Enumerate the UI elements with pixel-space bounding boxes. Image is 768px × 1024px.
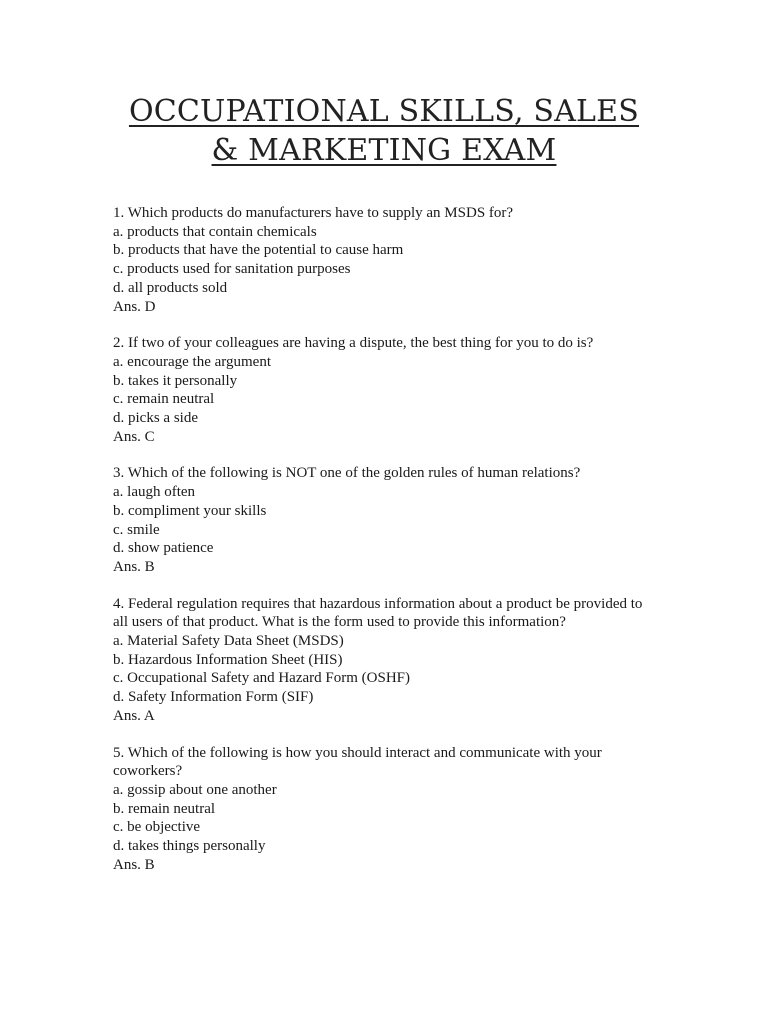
option-b: b. Hazardous Information Sheet (HIS) (113, 651, 343, 668)
question-3 (113, 464, 653, 576)
option-b: b. takes it personally (113, 372, 238, 389)
option-c: c. remain neutral (113, 391, 215, 408)
option-b: b. products that have the potential to cause harm (113, 242, 404, 259)
title-line-2: & MARKETING EXAM (211, 133, 557, 168)
option-a: a. laugh often (113, 484, 196, 501)
question-prompt: 3. Which of the following is NOT one of the golden rules of human relations? (113, 465, 581, 482)
option-b: b. compliment your skills (113, 502, 267, 519)
question-list (113, 204, 653, 893)
question-prompt: 1. Which products do manufacturers have to supply an MSDS for? (113, 205, 514, 221)
question-4 (113, 595, 653, 726)
option-b: b. remain neutral (113, 800, 216, 817)
answer-key: Ans. A (113, 707, 155, 724)
option-d: d. picks a side (113, 410, 198, 427)
answer-key: Ans. D (113, 298, 156, 315)
option-d: d. show patience (113, 540, 214, 557)
option-c: c. smile (113, 521, 160, 538)
question-2 (113, 334, 653, 446)
question-1 (113, 204, 653, 316)
question-prompt: 2. If two of your colleagues are having a dispute, the best thing for you to do is? (113, 335, 594, 352)
option-d: d. Safety Information Form (SIF) (113, 689, 314, 706)
option-c: c. be objective (113, 819, 201, 836)
option-d: d. all products sold (113, 279, 228, 296)
option-c: c. products used for sanitation purposes (113, 261, 351, 278)
question-prompt: 4. Federal regulation requires that hazardous information about a product be provided to all users of that product. What is the form used to provide this information? (113, 595, 647, 631)
page-title (0, 92, 768, 170)
answer-key: Ans. C (113, 428, 155, 445)
question-5 (113, 744, 653, 875)
option-a: a. products that contain chemicals (113, 223, 317, 240)
title-line-1: OCCUPATIONAL SKILLS, SALES (128, 94, 640, 129)
answer-key: Ans. B (113, 856, 155, 873)
option-a: a. encourage the argument (113, 353, 271, 370)
option-a: a. gossip about one another (113, 781, 277, 798)
option-a: a. Material Safety Data Sheet (MSDS) (113, 633, 344, 650)
question-prompt: 5. Which of the following is how you should interact and communicate with your coworkers? (113, 744, 606, 780)
answer-key: Ans. B (113, 558, 155, 575)
option-d: d. takes things personally (113, 838, 266, 855)
option-c: c. Occupational Safety and Hazard Form (OSHF) (113, 670, 410, 687)
